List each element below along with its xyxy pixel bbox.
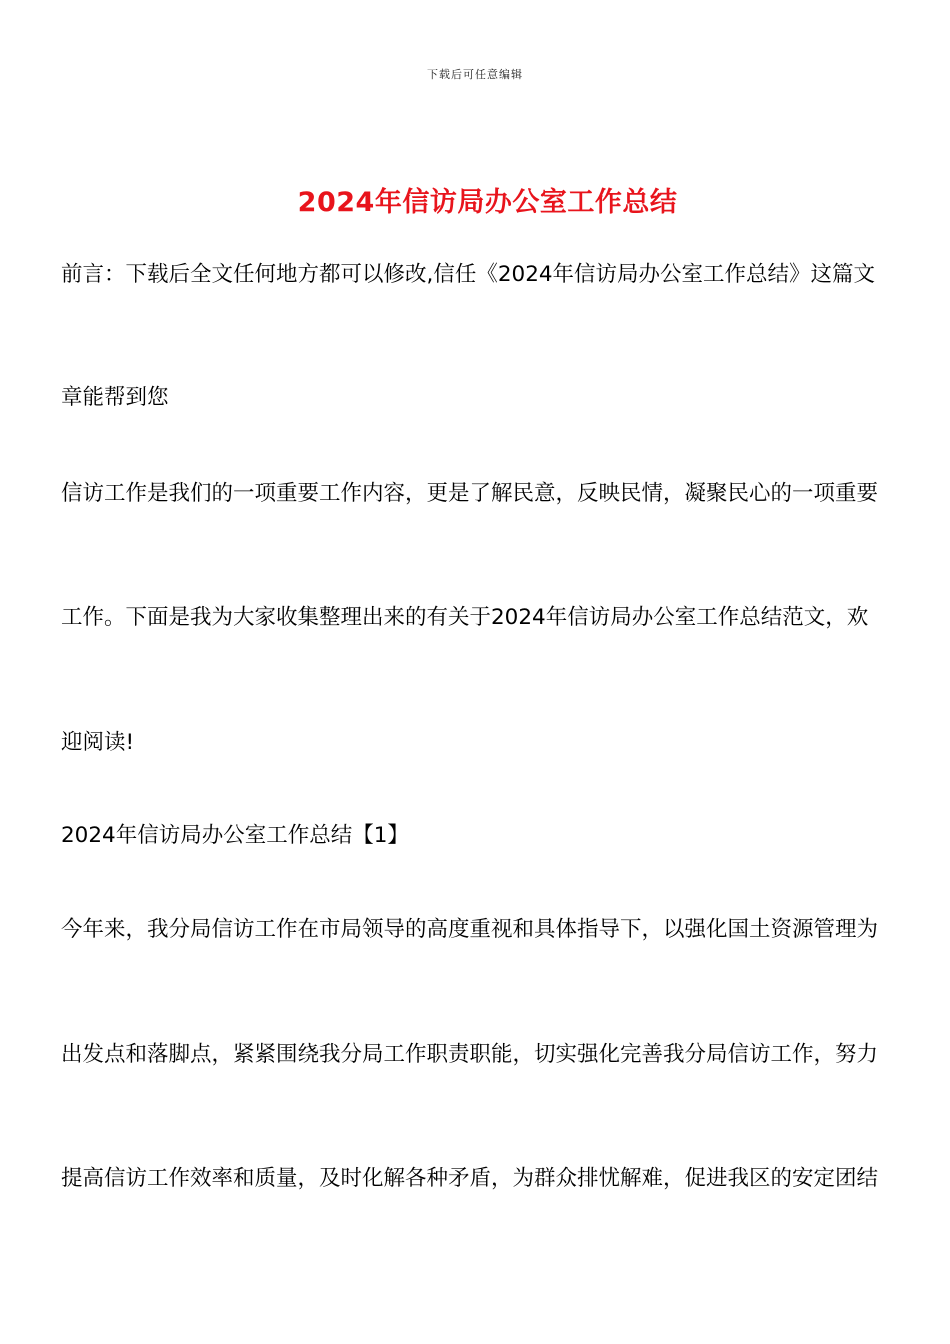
document-title: 2024年信访局办公室工作总结 xyxy=(297,187,678,218)
section-heading: 2024年信访局办公室工作总结【1】 xyxy=(61,823,409,848)
intro-line-1: 信访工作是我们的一项重要工作内容，更是了解民意，反映民情，凝聚民心的一项重要 xyxy=(61,481,879,506)
header-note: 下载后可任意编辑 xyxy=(427,68,523,81)
body-line-3: 提高信访工作效率和质量，及时化解各种矛盾，为群众排忧解难，促进我区的安定团结 xyxy=(61,1166,879,1191)
intro-line-2: 工作。下面是我为大家收集整理出来的有关于2024年信访局办公室工作总结范文，欢 xyxy=(61,605,869,630)
preface-line-2: 章能帮到您 xyxy=(61,385,169,410)
preface-line-1: 前言：下载后全文任何地方都可以修改,信任《2024年信访局办公室工作总结》这篇文 xyxy=(61,262,876,287)
intro-line-3: 迎阅读! xyxy=(61,730,135,755)
body-line-1: 今年来，我分局信访工作在市局领导的高度重视和具体指导下，以强化国土资源管理为 xyxy=(61,917,879,942)
body-line-2: 出发点和落脚点，紧紧围绕我分局工作职责职能，切实强化完善我分局信访工作，努力 xyxy=(61,1042,879,1067)
